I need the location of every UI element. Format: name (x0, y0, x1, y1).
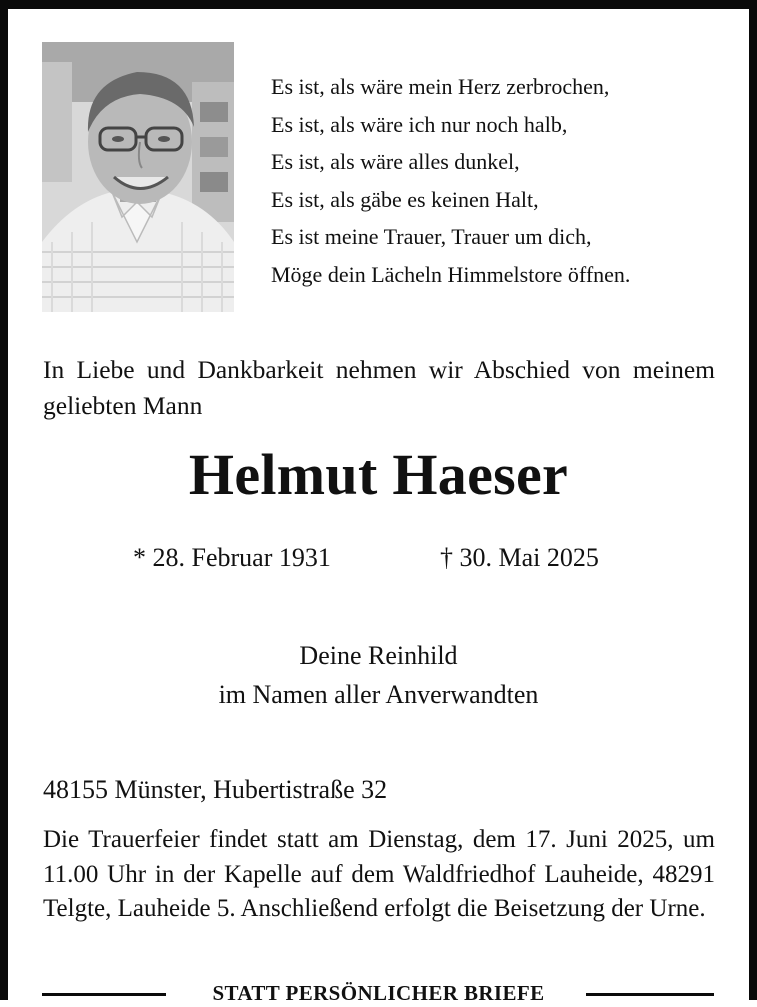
memorial-poem (271, 68, 630, 293)
portrait-illustration (42, 42, 234, 312)
poem-line: Es ist, als wäre mein Herz zerbrochen, (271, 74, 610, 99)
poem-line: Es ist, als gäbe es keinen Halt, (271, 186, 539, 212)
poem-line: Es ist meine Trauer, Trauer um dich, (271, 224, 592, 249)
poem-line: Es ist, als wäre alles dunkel, (271, 149, 520, 174)
deceased-name: Helmut Haeser (188, 442, 569, 507)
funeral-details: Die Trauerfeier findet statt am Dienstag, dem 17. Juni 2025, um 11.00 Uhr in der Kapelle auf dem Waldfriedhof Lauheide, 48291 Telgte, Lauheide 5. Anschließend erfolgt die Beisetzung der Urne. (43, 826, 715, 922)
poem-line: Es ist, als wäre ich nur noch halb, (271, 111, 568, 137)
death-date: † 30. Mai 2025 (440, 543, 599, 572)
signature-line-2: im Namen aller Anverwandten (218, 680, 539, 709)
intro-text: In Liebe und Dankbarkeit nehmen wir Abschied von meinem geliebten Mann (43, 355, 715, 420)
footer-caption: STATT PERSÖNLICHER BRIEFE (212, 981, 545, 1005)
signature-block (0, 636, 757, 714)
poem-line: Möge dein Lächeln Himmelstore öffnen. (271, 261, 631, 287)
birth-date: * 28. Februar 1931 (133, 543, 331, 572)
family-address: 48155 Münster, Hubertistraße 32 (43, 775, 388, 804)
portrait-photo (42, 42, 234, 312)
signature-line-1: Deine Reinhild (299, 641, 458, 670)
